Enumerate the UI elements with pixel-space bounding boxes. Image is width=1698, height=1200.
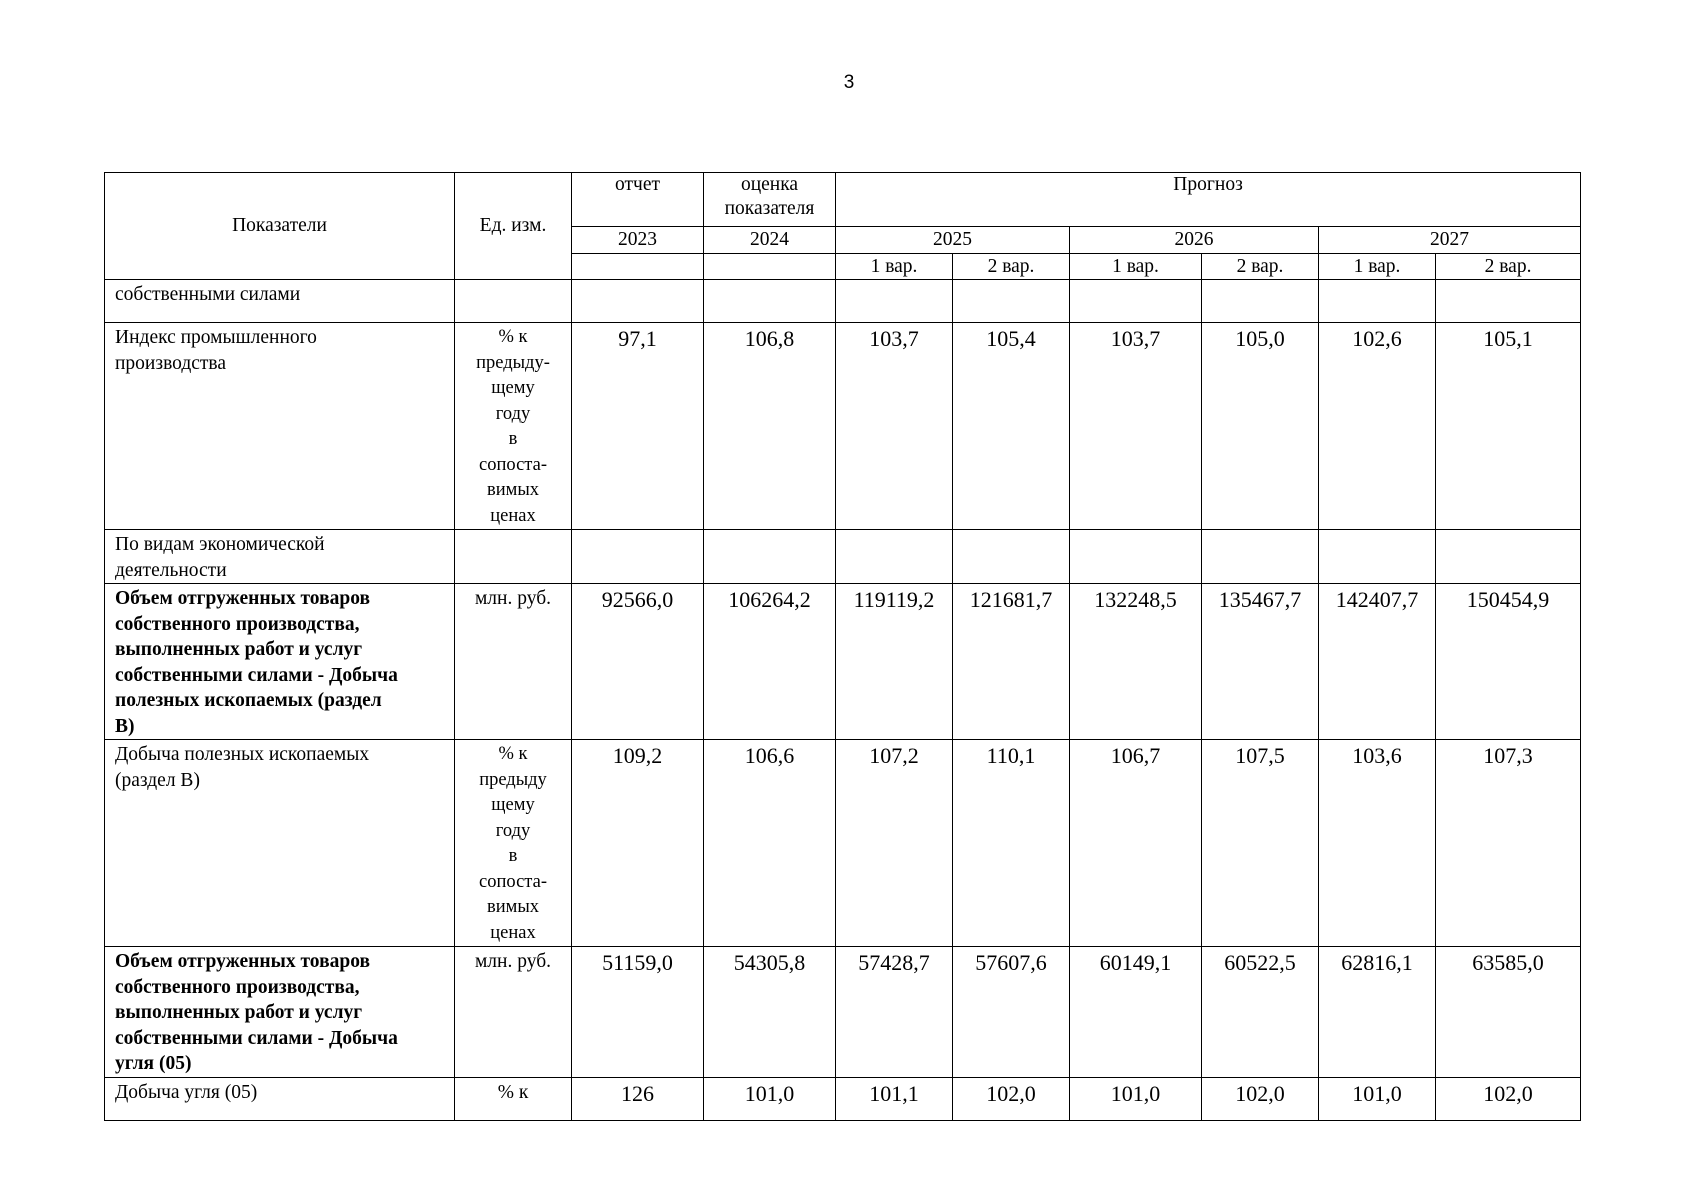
header-variant-1: 1 вар. xyxy=(1070,253,1202,280)
indicator-cell: По видам экономической деятельности xyxy=(105,530,455,584)
forecast-table xyxy=(104,172,1581,1121)
value-2025-v2 xyxy=(953,530,1070,584)
header-forecast: Прогноз xyxy=(836,173,1581,227)
header-variant-2: 2 вар. xyxy=(1202,253,1319,280)
header-year-2023: 2023 xyxy=(572,227,704,254)
value-2027-v2: 107,3 xyxy=(1436,740,1581,947)
value-2027-v1: 102,6 xyxy=(1319,323,1436,530)
table-row xyxy=(105,947,1581,1078)
value-2025-v2: 57607,6 xyxy=(953,947,1070,1078)
header-report: отчет xyxy=(572,173,704,227)
value-2026-v1 xyxy=(1070,530,1202,584)
header-year-2024: 2024 xyxy=(704,227,836,254)
header-year-2026: 2026 xyxy=(1070,227,1319,254)
value-2027-v1 xyxy=(1319,530,1436,584)
value-2026-v1: 132248,5 xyxy=(1070,584,1202,740)
table-body xyxy=(105,280,1581,1121)
value-2025-v1: 103,7 xyxy=(836,323,953,530)
value-2023: 92566,0 xyxy=(572,584,704,740)
value-2025-v2: 102,0 xyxy=(953,1077,1070,1120)
unit-cell: % к предыду- щему году в сопоста- вимых ценах xyxy=(455,323,572,530)
value-2025-v1: 107,2 xyxy=(836,740,953,947)
header-year-2025: 2025 xyxy=(836,227,1070,254)
value-2026-v1: 106,7 xyxy=(1070,740,1202,947)
value-2027-v2: 105,1 xyxy=(1436,323,1581,530)
value-2027-v2 xyxy=(1436,280,1581,323)
value-2023: 97,1 xyxy=(572,323,704,530)
value-2027-v1: 103,6 xyxy=(1319,740,1436,947)
value-2023 xyxy=(572,280,704,323)
value-2025-v2: 110,1 xyxy=(953,740,1070,947)
value-2024 xyxy=(704,530,836,584)
value-2027-v1: 62816,1 xyxy=(1319,947,1436,1078)
header-empty-2023 xyxy=(572,253,704,280)
value-2027-v1: 101,0 xyxy=(1319,1077,1436,1120)
value-2027-v2 xyxy=(1436,530,1581,584)
value-2026-v2: 60522,5 xyxy=(1202,947,1319,1078)
table-row xyxy=(105,530,1581,584)
indicator-cell: Добыча угля (05) xyxy=(105,1077,455,1120)
table-row xyxy=(105,740,1581,947)
value-2026-v1 xyxy=(1070,280,1202,323)
value-2026-v2: 105,0 xyxy=(1202,323,1319,530)
header-variant-2: 2 вар. xyxy=(1436,253,1581,280)
indicator-cell: Объем отгруженных товаров собственного производства, выполненных работ и услуг собственными силами - Добыча полезных ископаемых (раздел B) xyxy=(105,584,455,740)
value-2025-v2 xyxy=(953,280,1070,323)
value-2025-v2: 121681,7 xyxy=(953,584,1070,740)
table-row xyxy=(105,1077,1581,1120)
table-row xyxy=(105,323,1581,530)
value-2027-v2: 63585,0 xyxy=(1436,947,1581,1078)
indicator-cell: Добыча полезных ископаемых (раздел B) xyxy=(105,740,455,947)
table-header xyxy=(105,173,1581,280)
unit-cell: % к предыду щему году в сопоста- вимых ценах xyxy=(455,740,572,947)
value-2023: 126 xyxy=(572,1077,704,1120)
header-empty-2024 xyxy=(704,253,836,280)
value-2026-v2 xyxy=(1202,530,1319,584)
value-2027-v2: 102,0 xyxy=(1436,1077,1581,1120)
unit-cell: млн. руб. xyxy=(455,947,572,1078)
value-2027-v2: 150454,9 xyxy=(1436,584,1581,740)
indicator-cell: собственными силами xyxy=(105,280,455,323)
header-unit: Ед. изм. xyxy=(455,173,572,280)
table-row xyxy=(105,280,1581,323)
value-2025-v1: 101,1 xyxy=(836,1077,953,1120)
header-indicators: Показатели xyxy=(105,173,455,280)
value-2024: 54305,8 xyxy=(704,947,836,1078)
table-row xyxy=(105,584,1581,740)
value-2025-v1 xyxy=(836,280,953,323)
value-2027-v1 xyxy=(1319,280,1436,323)
page-number: 3 xyxy=(843,72,855,93)
indicator-cell: Объем отгруженных товаров собственного производства, выполненных работ и услуг собственными силами - Добыча угля (05) xyxy=(105,947,455,1078)
value-2026-v2: 107,5 xyxy=(1202,740,1319,947)
unit-cell: % к xyxy=(455,1077,572,1120)
header-variant-1: 1 вар. xyxy=(1319,253,1436,280)
value-2024: 101,0 xyxy=(704,1077,836,1120)
unit-cell xyxy=(455,530,572,584)
value-2025-v1: 57428,7 xyxy=(836,947,953,1078)
value-2026-v1: 60149,1 xyxy=(1070,947,1202,1078)
value-2023 xyxy=(572,530,704,584)
value-2027-v1: 142407,7 xyxy=(1319,584,1436,740)
header-year-2027: 2027 xyxy=(1319,227,1581,254)
value-2024 xyxy=(704,280,836,323)
indicator-cell: Индекс промышленного производства xyxy=(105,323,455,530)
value-2026-v2: 135467,7 xyxy=(1202,584,1319,740)
value-2024: 106,8 xyxy=(704,323,836,530)
header-variant-2: 2 вар. xyxy=(953,253,1070,280)
value-2026-v1: 103,7 xyxy=(1070,323,1202,530)
value-2023: 51159,0 xyxy=(572,947,704,1078)
header-variant-1: 1 вар. xyxy=(836,253,953,280)
value-2025-v1: 119119,2 xyxy=(836,584,953,740)
value-2025-v1 xyxy=(836,530,953,584)
value-2026-v2: 102,0 xyxy=(1202,1077,1319,1120)
value-2026-v2 xyxy=(1202,280,1319,323)
value-2024: 106,6 xyxy=(704,740,836,947)
value-2025-v2: 105,4 xyxy=(953,323,1070,530)
unit-cell xyxy=(455,280,572,323)
unit-cell: млн. руб. xyxy=(455,584,572,740)
header-estimate: оценка показателя xyxy=(704,173,836,227)
value-2023: 109,2 xyxy=(572,740,704,947)
value-2024: 106264,2 xyxy=(704,584,836,740)
value-2026-v1: 101,0 xyxy=(1070,1077,1202,1120)
